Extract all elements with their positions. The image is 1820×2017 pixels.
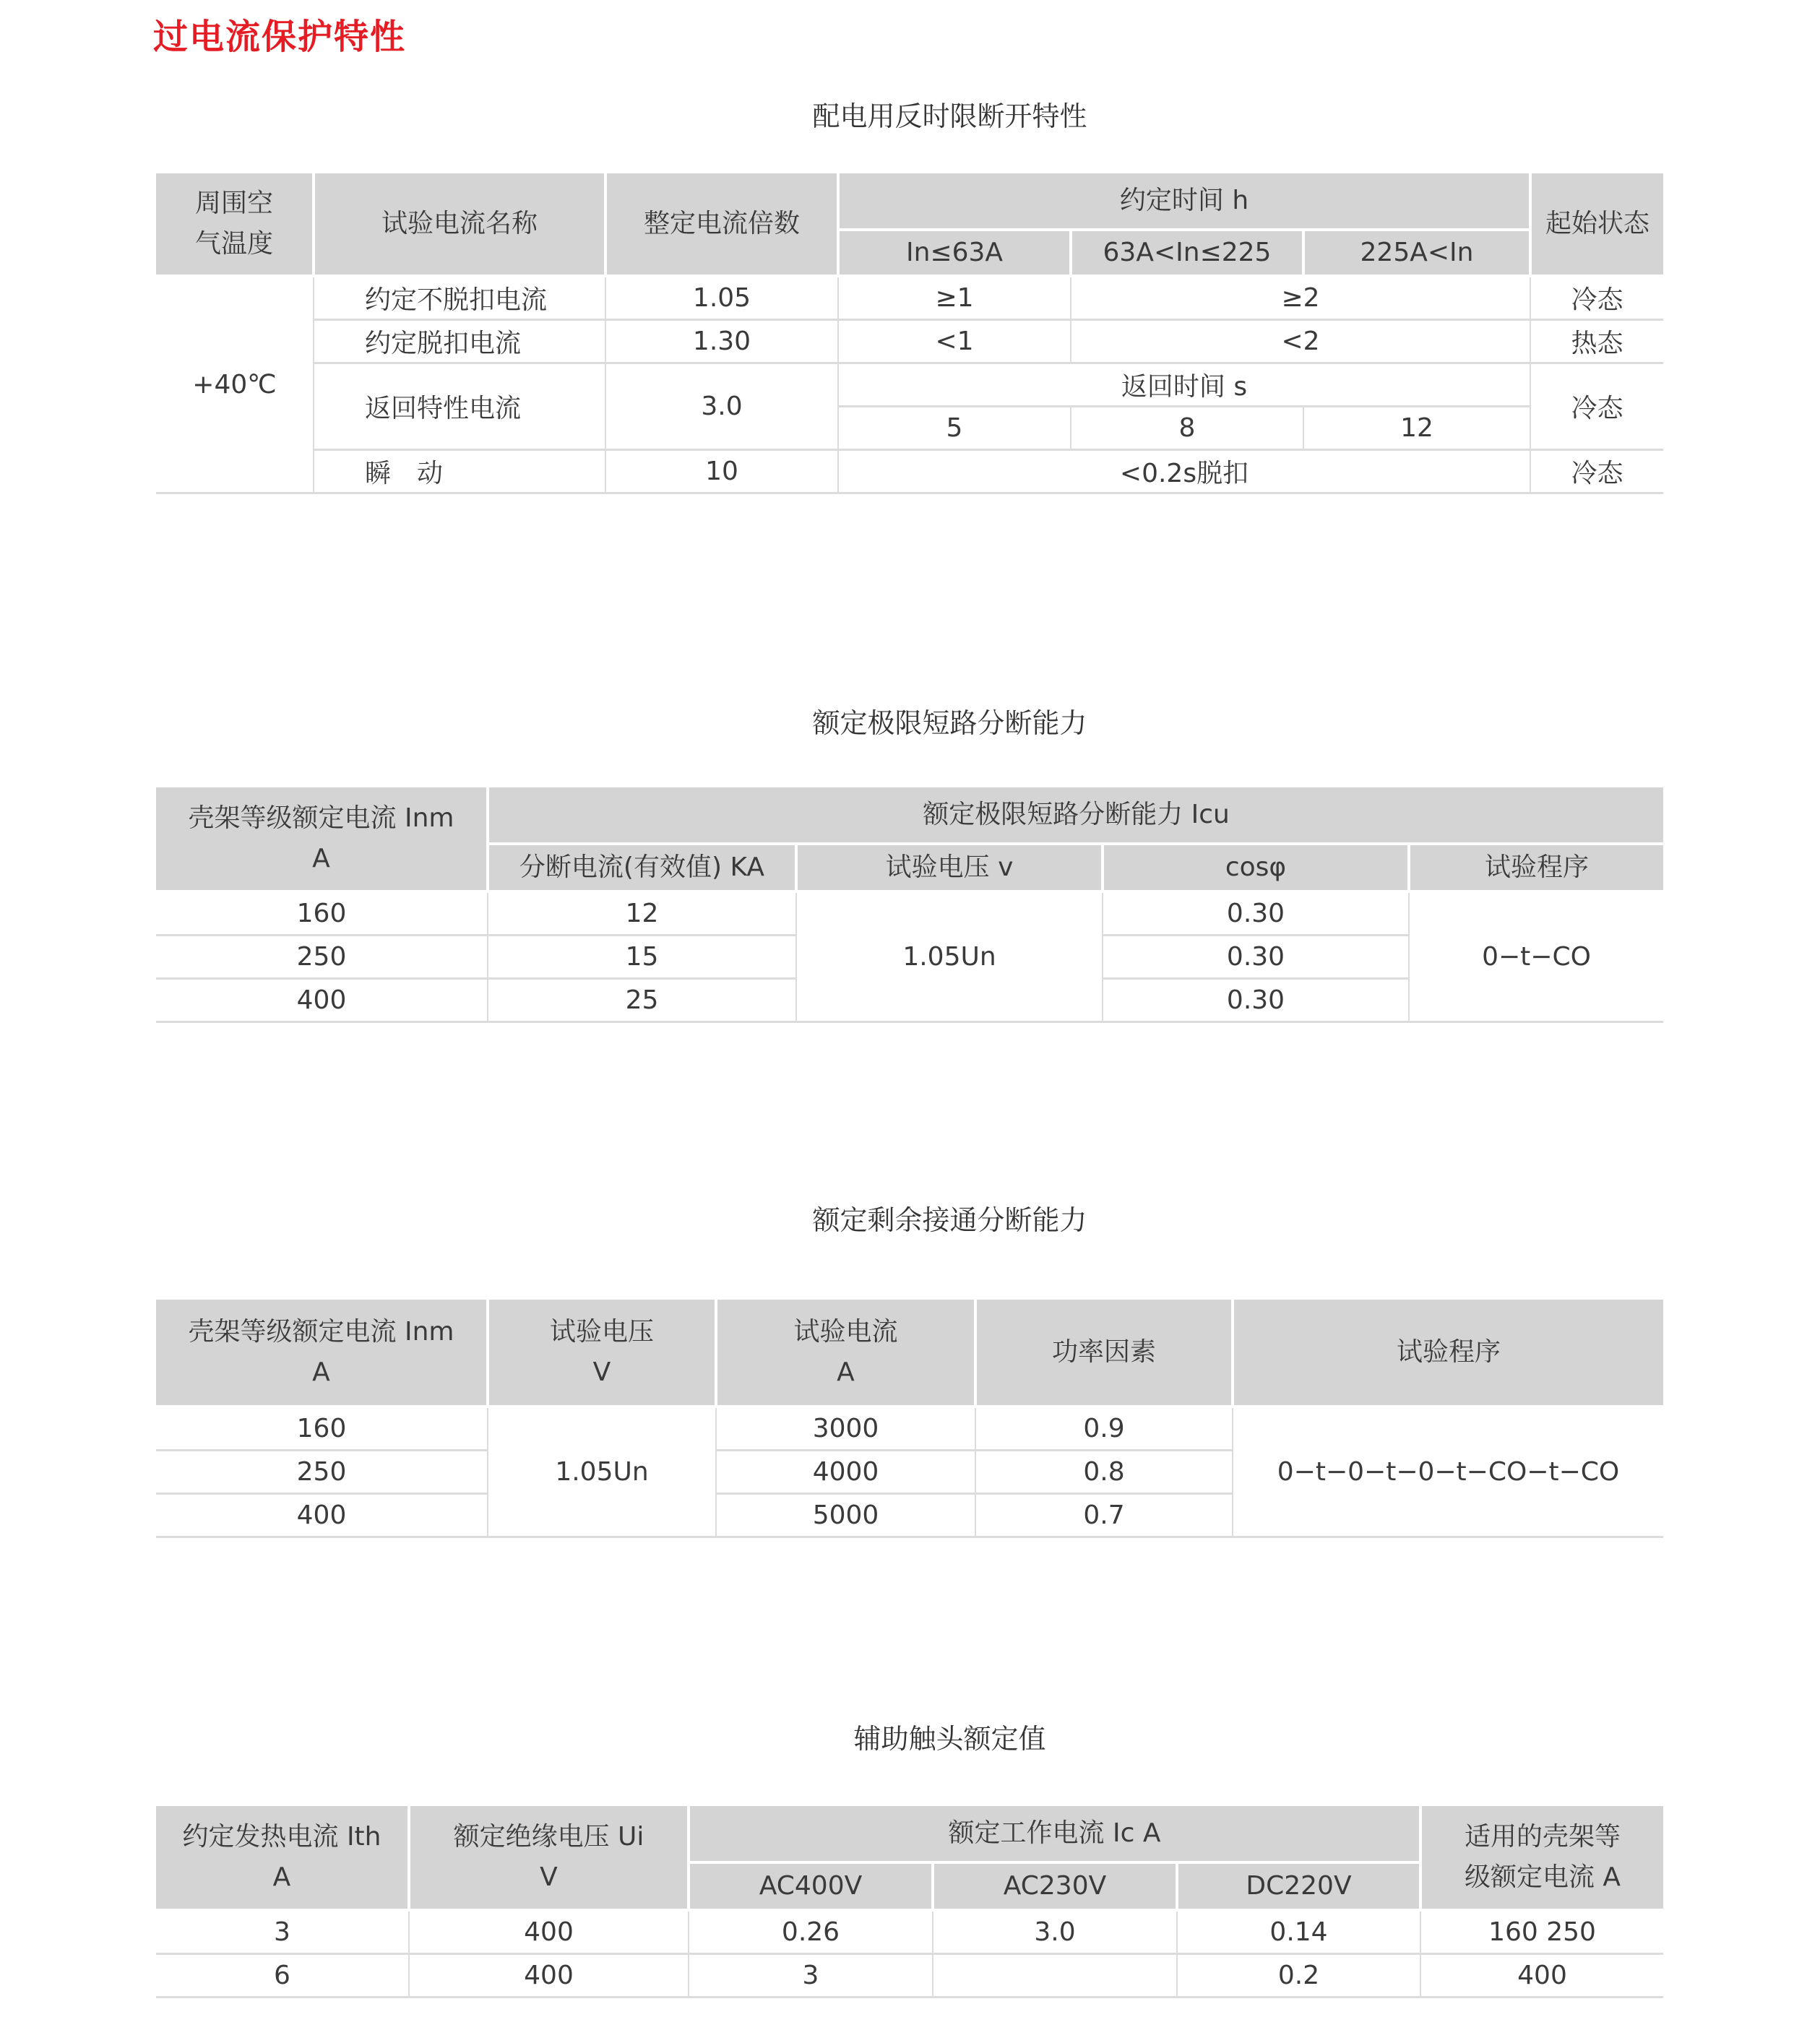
- applicable-frame-cell: 160 250: [1420, 1910, 1663, 1953]
- header-test-current-name: 试验电流名称: [314, 172, 605, 276]
- header-test-current: 试验电流 A: [716, 1298, 975, 1407]
- breaking-current-cell: 25: [488, 978, 796, 1022]
- header-initial-state: 起始状态: [1530, 172, 1663, 276]
- header-operating-current-group: 额定工作电流 Ic A: [689, 1805, 1420, 1862]
- return-time-cell: 8: [1071, 406, 1303, 449]
- test-current-cell: 4000: [716, 1450, 975, 1493]
- dc220v-cell: 0.14: [1177, 1910, 1420, 1953]
- breaking-current-cell: 12: [488, 891, 796, 935]
- multiple-cell: 1.05: [605, 276, 838, 319]
- header-frame-current: 壳架等级额定电流 Inm A: [156, 1298, 488, 1407]
- ambient-temp-value: +40℃: [156, 276, 314, 493]
- header-test-procedure: 试验程序: [1233, 1298, 1663, 1407]
- time-cell: <2: [1071, 319, 1530, 363]
- header-agreed-time: 约定时间 h: [838, 172, 1530, 230]
- page-title: 过电流保护特性: [153, 17, 407, 57]
- header-in-le-63a: In≤63A: [838, 230, 1071, 276]
- test-voltage-cell: 1.05Un: [796, 891, 1103, 1022]
- breaking-current-cell: 15: [488, 935, 796, 978]
- frame-current-cell: 400: [156, 1493, 488, 1537]
- test-name-cell: 约定不脱扣电流: [314, 276, 605, 319]
- header-thermal-current: 约定发热电流 Ith A: [156, 1805, 409, 1910]
- test-name-cell: 返回特性电流: [314, 363, 605, 449]
- state-cell: 冷态: [1530, 276, 1663, 319]
- table4-title: 辅助触头额定值: [853, 1723, 1046, 1755]
- ac230v-cell: [933, 1953, 1177, 1997]
- header-ac230v: AC230V: [933, 1862, 1177, 1910]
- header-icu-group: 额定极限短路分断能力 Icu: [488, 786, 1663, 844]
- power-factor-cell: 0.7: [975, 1493, 1233, 1537]
- multiple-cell: 10: [605, 449, 838, 493]
- dc220v-cell: 0.2: [1177, 1953, 1420, 1997]
- time-cell: <1: [838, 319, 1071, 363]
- multiple-cell: 3.0: [605, 363, 838, 449]
- frame-current-cell: 250: [156, 935, 488, 978]
- header-setting-multiple: 整定电流倍数: [605, 172, 838, 276]
- header-dc220v: DC220V: [1177, 1862, 1420, 1910]
- multiple-cell: 1.30: [605, 319, 838, 363]
- frame-current-cell: 250: [156, 1450, 488, 1493]
- ac400v-cell: 3: [689, 1953, 933, 1997]
- state-cell: 热态: [1530, 319, 1663, 363]
- header-frame-current: 壳架等级额定电流 Inm A: [156, 786, 488, 891]
- return-time-subheader: 返回时间 s: [838, 363, 1530, 406]
- header-ambient-temp: 周围空 气温度: [156, 172, 314, 276]
- return-time-cell: 12: [1303, 406, 1530, 449]
- state-cell: 冷态: [1530, 449, 1663, 493]
- table3-title: 额定剩余接通分断能力: [812, 1204, 1087, 1236]
- power-factor-cell: 0.8: [975, 1450, 1233, 1493]
- header-breaking-current: 分断电流(有效值) KA: [488, 844, 796, 891]
- header-insulation-voltage: 额定绝缘电压 Ui V: [409, 1805, 689, 1910]
- test-procedure-cell: 0−t−0−t−0−t−CO−t−CO: [1233, 1407, 1663, 1537]
- header-ac400v: AC400V: [689, 1862, 933, 1910]
- cos-phi-cell: 0.30: [1103, 935, 1409, 978]
- table2-title: 额定极限短路分断能力: [812, 707, 1087, 739]
- insulation-voltage-cell: 400: [409, 1910, 689, 1953]
- test-current-cell: 3000: [716, 1407, 975, 1450]
- header-in-gt-225: 225A<In: [1303, 230, 1530, 276]
- thermal-current-cell: 3: [156, 1910, 409, 1953]
- time-cell: ≥2: [1071, 276, 1530, 319]
- table1-title: 配电用反时限断开特性: [812, 100, 1087, 132]
- auxiliary-contact-table: [156, 1803, 1663, 1998]
- header-test-voltage: 试验电压 v: [796, 844, 1103, 891]
- ac400v-cell: 0.26: [689, 1910, 933, 1953]
- test-current-cell: 5000: [716, 1493, 975, 1537]
- time-cell: <0.2s脱扣: [838, 449, 1530, 493]
- header-cos-phi: cosφ: [1103, 844, 1409, 891]
- state-cell: 冷态: [1530, 363, 1663, 449]
- insulation-voltage-cell: 400: [409, 1953, 689, 1997]
- test-voltage-cell: 1.05Un: [488, 1407, 716, 1537]
- return-time-cell: 5: [838, 406, 1071, 449]
- test-name-cell: 瞬 动: [314, 449, 605, 493]
- thermal-current-cell: 6: [156, 1953, 409, 1997]
- header-power-factor: 功率因素: [975, 1298, 1233, 1407]
- short-circuit-table: [156, 785, 1663, 1023]
- applicable-frame-cell: 400: [1420, 1953, 1663, 1997]
- cos-phi-cell: 0.30: [1103, 891, 1409, 935]
- test-name-cell: 约定脱扣电流: [314, 319, 605, 363]
- inverse-time-table: [156, 170, 1663, 494]
- residual-making-table: [156, 1297, 1663, 1538]
- ac230v-cell: 3.0: [933, 1910, 1177, 1953]
- power-factor-cell: 0.9: [975, 1407, 1233, 1450]
- cos-phi-cell: 0.30: [1103, 978, 1409, 1022]
- header-test-voltage: 试验电压 V: [488, 1298, 716, 1407]
- test-procedure-cell: 0−t−CO: [1409, 891, 1663, 1022]
- frame-current-cell: 160: [156, 891, 488, 935]
- header-in-63-225: 63A<In≤225: [1071, 230, 1303, 276]
- header-applicable-frame: 适用的壳架等 级额定电流 A: [1420, 1805, 1663, 1910]
- time-cell: ≥1: [838, 276, 1071, 319]
- frame-current-cell: 400: [156, 978, 488, 1022]
- frame-current-cell: 160: [156, 1407, 488, 1450]
- header-test-procedure: 试验程序: [1409, 844, 1663, 891]
